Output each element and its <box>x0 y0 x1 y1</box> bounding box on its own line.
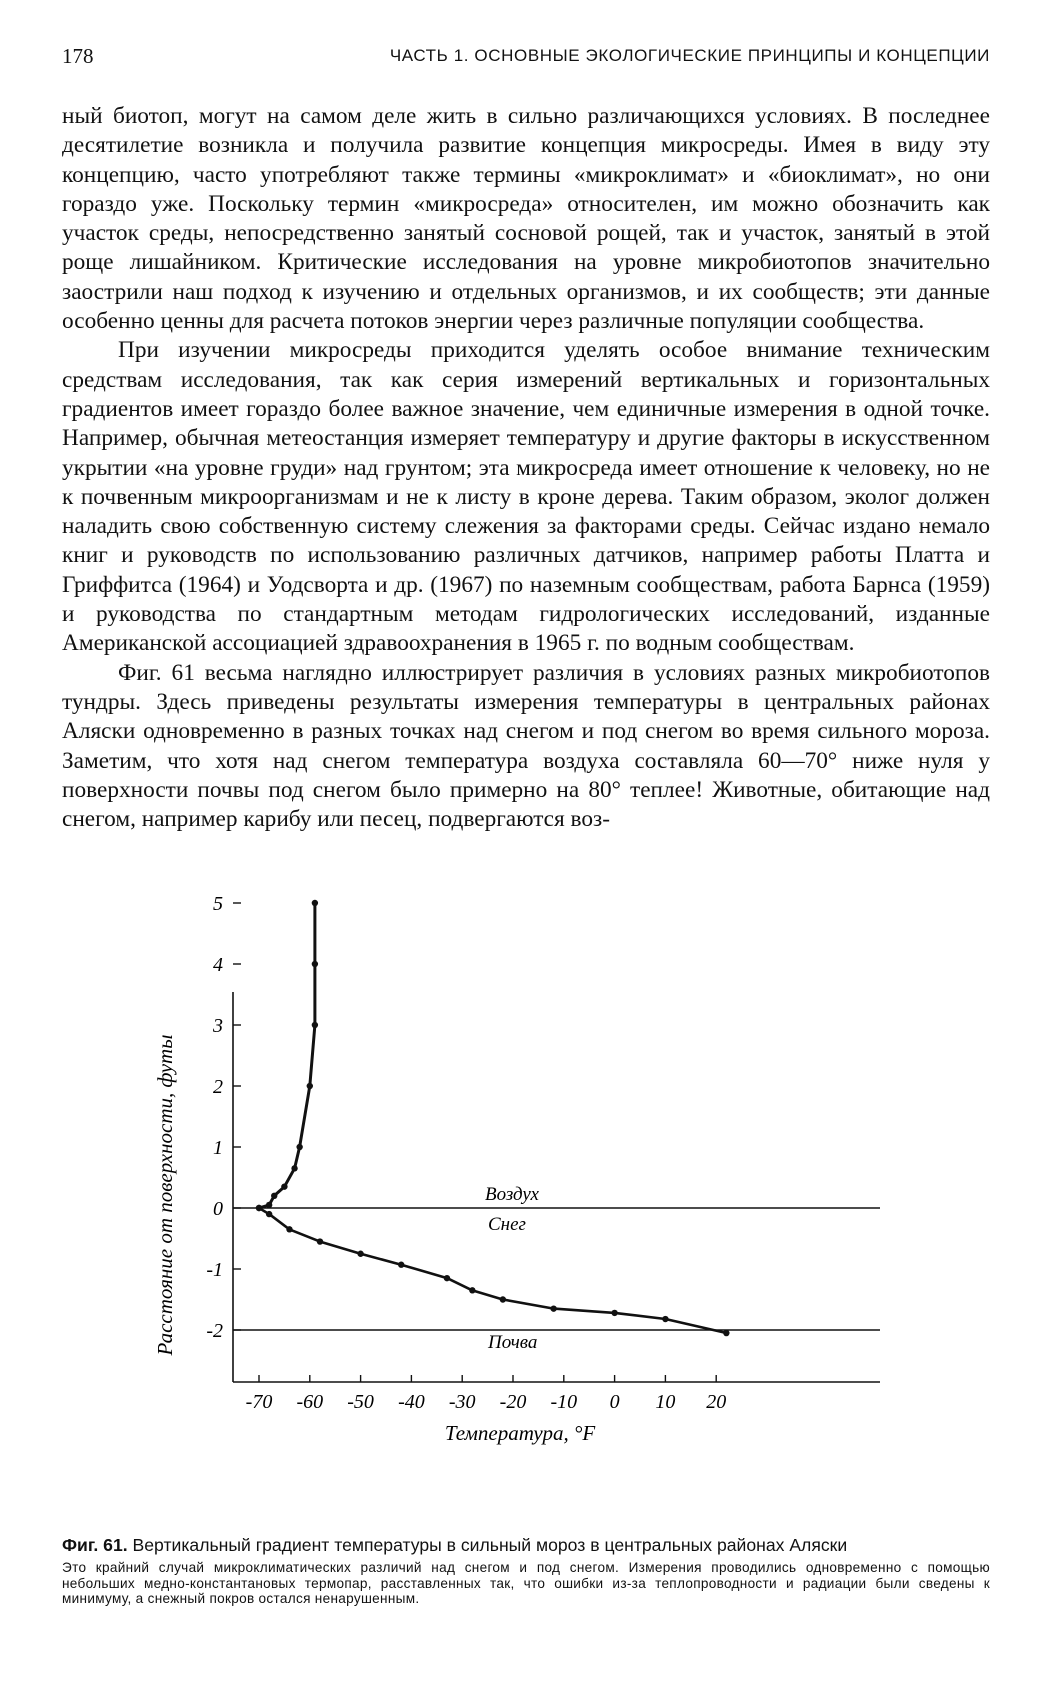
temperature-gradient-chart <box>150 893 900 1532</box>
paragraph: ный биотоп, могут на самом деле жить в сильно различающихся условиях. В последнее десятилетие возникла и получила развитие концепция микросреды. Имея в виду эту концепцию, часто употребляют также термины «микроклимат» и «биоклимат», но они гораздо уже. Поскольку термин «микросреда» относителен, им можно обозначить как участок среды, непосредственно занятый сосновой рощей, так и участок, занятый в этой роще лишайником. Критические исследования на уровне микробиотопов значительно заострили наш подход к изучению и отдельных организмов, и их сообществ; эти данные особенно ценны для расчета потоков энергии через различные популяции сообщества. <box>62 103 990 335</box>
x-tick-label: -40 <box>398 1391 425 1413</box>
x-tick-label: -10 <box>550 1391 578 1413</box>
x-tick-label: -60 <box>296 1391 324 1413</box>
x-tick-label: -20 <box>499 1391 527 1413</box>
data-point <box>723 1330 729 1336</box>
caption-note: Это крайний случай микроклиматических различий над снегом и под снегом. Измерения проводились одновременно с помощью небольших медно-константановых термопар, расставленных так, что ошибки из-за теплопроводности и радиации были сведены к минимуму, а снежный покров остался ненарушенным. <box>62 1560 990 1606</box>
caption-label: Фиг. 61. <box>62 1535 128 1555</box>
data-point <box>500 1296 506 1302</box>
y-tick-label: -1 <box>206 1259 223 1281</box>
annotation-soil: Почва <box>488 1332 538 1353</box>
x-tick-label: -50 <box>347 1391 374 1413</box>
caption-title <box>62 1535 990 1556</box>
x-tick-label: 20 <box>706 1391 727 1413</box>
data-point <box>266 1211 272 1217</box>
x-axis-label: Температура, °F <box>444 1421 596 1445</box>
y-tick-label: 4 <box>213 954 223 976</box>
data-point <box>271 1193 277 1199</box>
data-point <box>444 1275 450 1281</box>
data-point <box>550 1305 556 1311</box>
annotation-snow: Снег <box>488 1214 526 1235</box>
body-text <box>62 102 990 834</box>
data-point <box>611 1310 617 1316</box>
paragraph: Фиг. 61 весьма наглядно иллюстрирует различия в условиях разных микробиотопов тундры. Здесь приведены результаты измерения температуры в центральных районах Аляски одновременно в разных точках над снегом и под снегом во время сильного мороза. Заметим, что хотя над снегом температура воздуха составляла 60—70° ниже нуля у поверхности почвы под снегом было примерно на 80° теплее! Животные, обитающие над снегом, например карибу или песец, подвергаются воз- <box>62 659 990 833</box>
annotation-air: Воздух <box>485 1184 539 1205</box>
data-point <box>317 1238 323 1244</box>
caption-title-text: Вертикальный градиент температуры в сильный мороз в центральных районах Аляски <box>132 1535 848 1555</box>
x-tick-label: 10 <box>655 1391 676 1413</box>
y-tick-label: -2 <box>206 1320 223 1342</box>
data-point <box>256 1205 262 1211</box>
y-tick-label: 1 <box>213 1137 223 1159</box>
data-point <box>286 1226 292 1232</box>
page-number: 178 <box>62 44 94 68</box>
data-point <box>312 961 318 967</box>
data-point <box>312 900 318 906</box>
data-point <box>281 1183 287 1189</box>
figure-61 <box>150 893 900 1532</box>
data-point <box>291 1165 297 1171</box>
data-point <box>266 1202 272 1208</box>
data-point <box>469 1287 475 1293</box>
running-head: ЧАСТЬ 1. ОСНОВНЫЕ ЭКОЛОГИЧЕСКИЕ ПРИНЦИПЫ И КОНЦЕПЦИИ <box>389 46 990 65</box>
data-point <box>296 1144 302 1150</box>
data-point <box>307 1083 313 1089</box>
y-tick-label: 2 <box>213 1076 223 1098</box>
y-tick-label: 5 <box>213 893 223 915</box>
data-point <box>312 1022 318 1028</box>
y-tick-label: 3 <box>213 1015 223 1037</box>
figure-caption <box>62 1535 990 1607</box>
data-point <box>357 1251 363 1257</box>
series-line-air <box>259 903 315 1208</box>
x-tick-label: 0 <box>609 1391 620 1413</box>
paragraph: При изучении микросреды приходится уделять особое внимание техническим средствам исследования, так как серия измерений вертикальных и горизонтальных градиентов имеет гораздо более важное значение, чем единичные измерения в одной точке. Например, обычная метеостанция измеряет температуру и другие факторы в искусственном укрытии «на уровне груди» над грунтом; эта микросреда имеет отношение к человеку, но не к почвенным микроорганизмам и не к листу в кроне дерева. Таким образом, эколог должен наладить свою собственную систему слежения за факторами среды. Сейчас издано немало книг и руководств по использованию различных датчиков, например работы Платта и Гриффитса (1964) и Уодсворта и др. (1967) по наземным сообществам, работа Барнса (1959) и руководства по стандартным методам гидрологических исследований, изданные Американской ассоциацией здравоохранения в 1965 г. по водным сообществам. <box>62 337 990 657</box>
data-point <box>398 1262 404 1268</box>
y-axis-label: Расстояние от поверхности, футы <box>153 1034 177 1356</box>
x-tick-label: -70 <box>245 1391 273 1413</box>
x-tick-label: -30 <box>448 1391 476 1413</box>
page-header <box>62 44 990 74</box>
y-tick-label: 0 <box>213 1198 223 1220</box>
data-point <box>662 1316 668 1322</box>
